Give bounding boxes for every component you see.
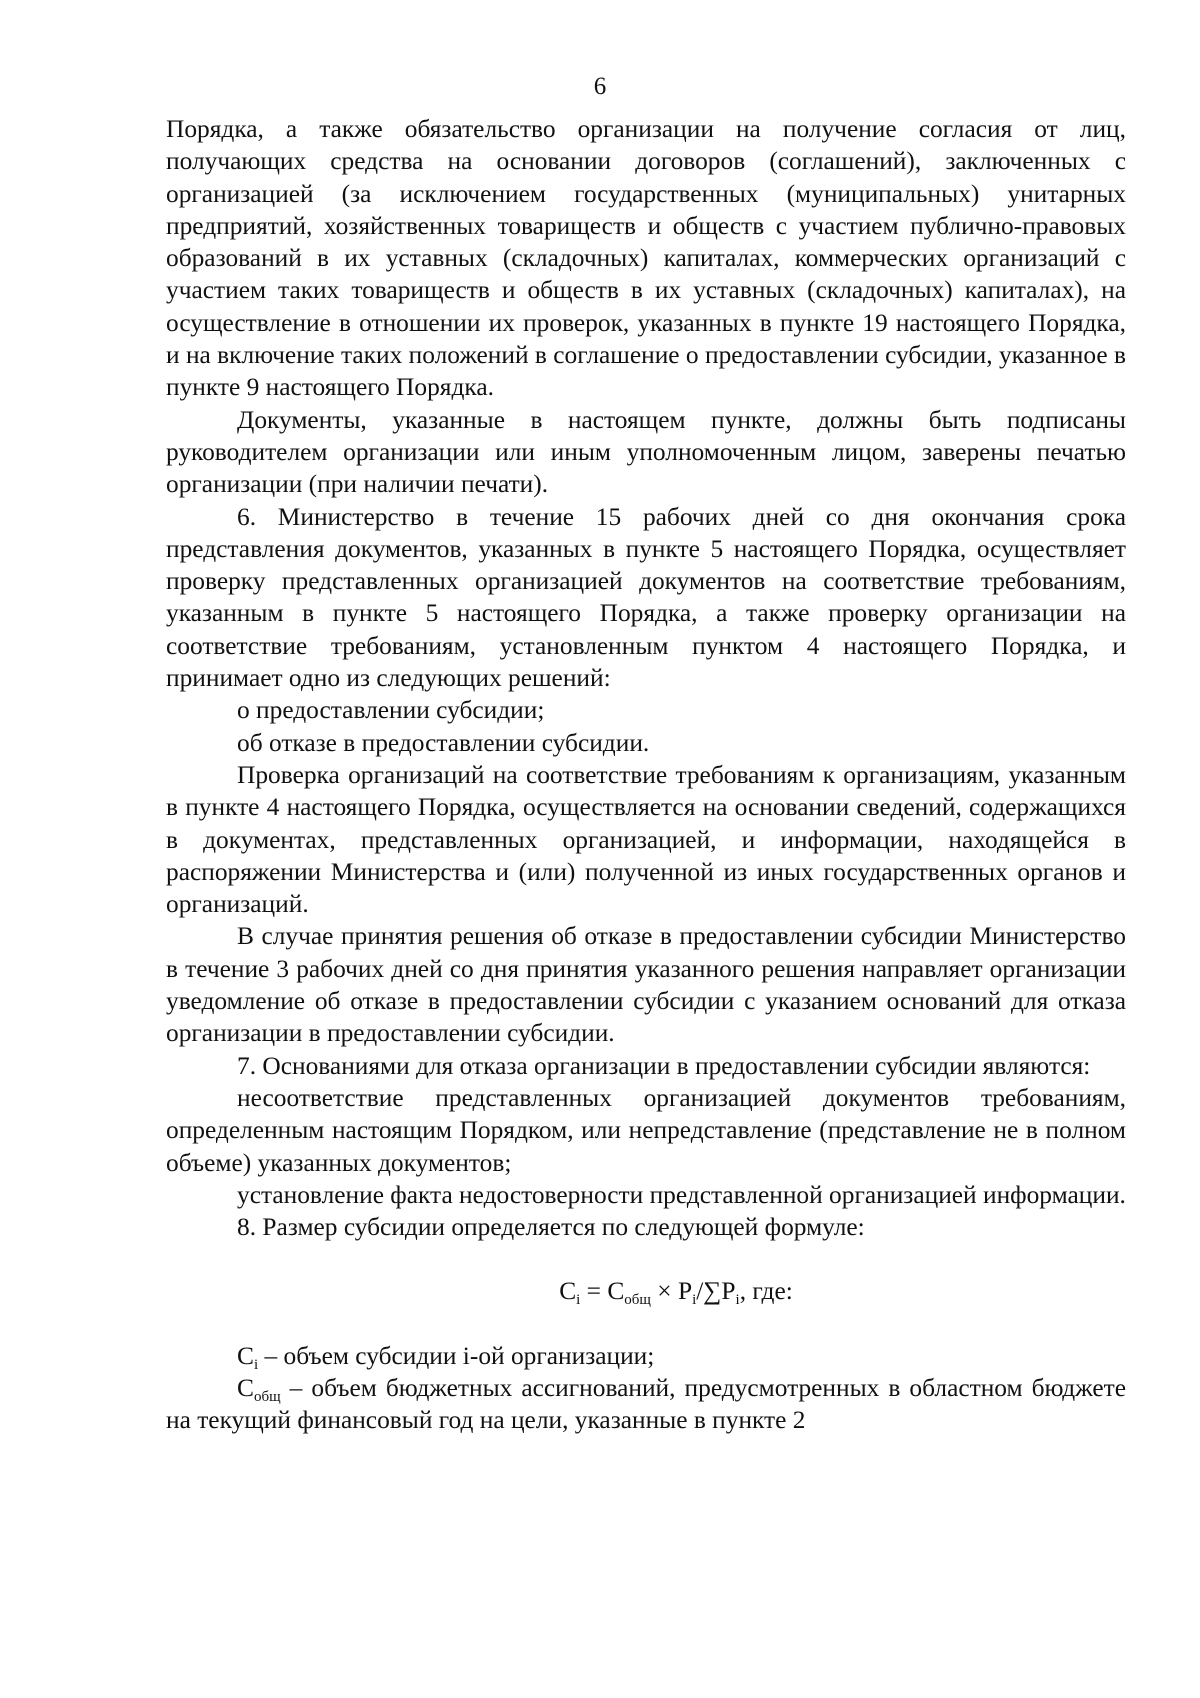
formula-lhs-symbol: C [559, 1277, 577, 1306]
definition-cobsh [166, 1372, 1126, 1437]
paragraph-decision-grant: о предоставлении субсидии; [237, 696, 545, 725]
formula-total-symbol: C [607, 1277, 625, 1306]
formula-total-sub: общ [624, 1292, 651, 1309]
definition-cobsh-text: – объем бюджетных ассигнований, предусмотренных в областном бюджете на текущий финансовый год на цели, указанные в пункте 2 [166, 1373, 1126, 1435]
definition-ci [166, 1340, 1126, 1372]
paragraph-decision-refuse: об отказе в предоставлении субсидии. [237, 728, 650, 757]
subsidy-formula [166, 1275, 1126, 1307]
formula-times: × [650, 1277, 678, 1306]
definition-ci-sub: i [253, 1356, 259, 1373]
definition-cobsh-symbol: C [237, 1373, 254, 1402]
definition-ci-text: – объем субсидии i-ой организации; [258, 1341, 655, 1370]
paragraph-item-8: 8. Размер субсидии определяется по следующей формуле: [237, 1213, 865, 1242]
paragraph-false-info: установление факта недостоверности представленной организацией информации. [237, 1180, 1126, 1209]
paragraph-noncompliance: несоответствие представленных организацией документов требованиям, определенным настоящим Порядком, или непредставление (представление не в полном объеме) указанных документов; [166, 1083, 1126, 1177]
paragraph-refusal-notice: В случае принятия решения об отказе в предоставлении субсидии Министерство в течение 3 рабочих дней со дня принятия указанного решения направляет организации уведомление об отказе в предоставлении субсидии с указанием оснований для отказа организации в предоставлении субсидии. [166, 922, 1126, 1048]
formula-p2-sub: i [735, 1292, 740, 1309]
formula-p-sub: i [692, 1292, 697, 1309]
formula-p2-symbol: P [721, 1277, 736, 1306]
paragraph-documents-signed: Документы, указанные в настоящем пункте, должны быть подписаны руководителем организации или иным уполномоченным лицом, заверены печатью организации (при наличии печати). [166, 405, 1126, 499]
paragraph-item-7: 7. Основаниями для отказа организации в предоставлении субсидии являются: [237, 1051, 1091, 1080]
paragraph-item-6: 6. Министерство в течение 15 рабочих дней со дня окончания срока представления документов, указанных в пункте 5 настоящего Порядка, осуществляет проверку представленных организацией документов на соответствие требованиям, указанным в пункте 5 настоящего Порядка, а также проверку организации на соответствие требованиям, установленным пунктом 4 настоящего Порядка, и принимает одно из следующих решений: [166, 502, 1126, 693]
definition-ci-symbol: C [237, 1341, 254, 1370]
paragraph-continuation: Порядка, а также обязательство организации на получение согласия от лиц, получающих средства на основании договоров (соглашений), заключенных с организацией (за исключением государственных (муниципальных) унитарных предприятий, хозяйственных товариществ и обществ с участием публично-правовых образований в их уставных (складочных) капиталах, коммерческих организаций с участием таких товариществ и обществ в их уставных (складочных) капиталах), на осуществление в отношении их проверок, указанных в пункте 19 настоящего Порядка, и на включение таких положений в соглашение о предоставлении субсидии, указанное в пункте 9 настоящего Порядка. [166, 115, 1126, 402]
definition-cobsh-sub: общ [253, 1388, 281, 1405]
formula-div-sum: /∑ [696, 1277, 722, 1306]
formula-p-symbol: P [677, 1277, 693, 1306]
page-number: 6 [593, 73, 607, 100]
formula-equals: = [580, 1277, 608, 1306]
document-body [166, 113, 1126, 1437]
formula-tail: , где: [739, 1277, 793, 1306]
formula-lhs-sub: i [576, 1292, 581, 1309]
paragraph-verification: Проверка организаций на соответствие требованиям к организациям, указанным в пункте 4 настоящего Порядка, осуществляется на основании сведений, содержащихся в документах, представленных организацией, и информации, находящейся в распоряжении Министерства и (или) полученной из иных государственных органов и организаций. [166, 760, 1126, 919]
